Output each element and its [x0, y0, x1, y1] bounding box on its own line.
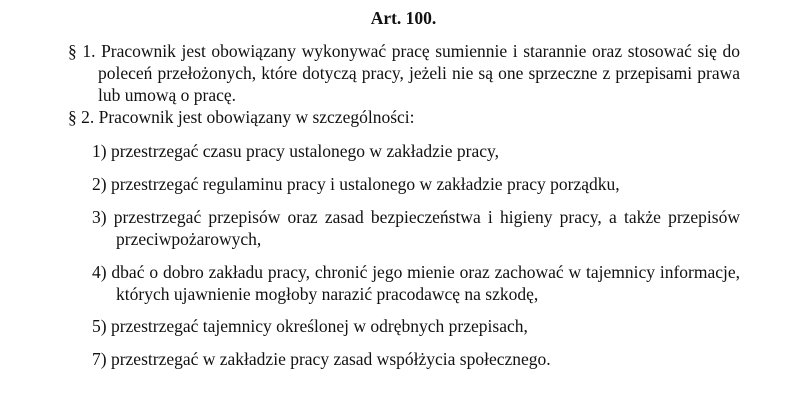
list-item-5: 5) przestrzegać tajemnicy określonej w odrębnych przepisach, — [92, 316, 528, 336]
paragraph-2: § 2. Pracownik jest obowiązany w szczególności: — [68, 107, 415, 127]
list-item-1: 1) przestrzegać czasu pracy ustalonego w zakładzie pracy, — [92, 141, 499, 161]
list-item-4: 4) dbać o dobro zakładu pracy, chronić jego mienie oraz zachować w tajemnicy informacje, których ujawnienie mogłoby narazić pracodawcę na szkodę, — [92, 262, 740, 304]
list-item-3: 3) przestrzegać przepisów oraz zasad bezpieczeństwa i higieny pracy, a także przepisów przeciwpożarowych, — [92, 207, 740, 249]
article-title: Art. 100. — [370, 8, 437, 28]
list-item-2: 2) przestrzegać regulaminu pracy i ustalonego w zakładzie pracy porządku, — [92, 174, 620, 194]
paragraph-1: § 1. Pracownik jest obowiązany wykonywać pracę sumiennie i starannie oraz stosować się do poleceń przełożonych, które dotyczą pracy, jeżeli nie są one sprzeczne z przepisami prawa lub umową o pracę. — [68, 41, 740, 105]
list-item-7: 7) przestrzegać w zakładzie pracy zasad współżycia społecznego. — [92, 349, 551, 369]
